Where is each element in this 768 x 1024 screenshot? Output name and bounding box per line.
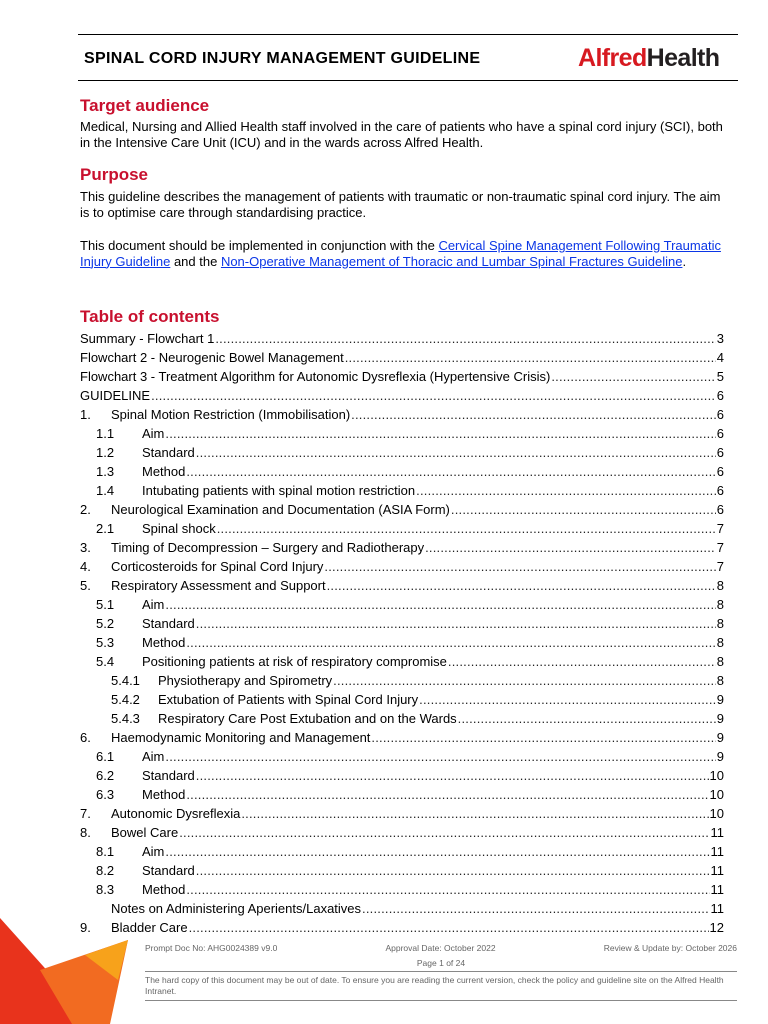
toc-entry[interactable]: [80, 710, 724, 729]
toc-dot-leader: [179, 824, 709, 841]
toc-entry-page: 10: [709, 806, 724, 821]
toc-dot-leader: [551, 368, 715, 385]
toc-entry-title: Method: [142, 635, 186, 650]
toc-entry-page: 9: [716, 749, 724, 764]
toc-entry-title: Spinal shock: [142, 521, 216, 536]
toc-dot-leader: [196, 444, 716, 461]
toc-entry-page: 8: [716, 673, 724, 688]
toc-dot-leader: [165, 843, 709, 860]
toc-dot-leader: [165, 748, 715, 765]
toc-entry[interactable]: [80, 919, 724, 938]
toc-entry-number: 5.1: [96, 597, 115, 612]
footer-review-date: Review & Update by: October 2026: [603, 943, 737, 953]
toc-entry[interactable]: [80, 805, 724, 824]
toc-dot-leader: [165, 596, 715, 613]
toc-entry-number: 5.3: [96, 635, 115, 650]
toc-entry-title: Positioning patients at risk of respiratory compromise: [142, 654, 447, 669]
toc-entry-title: Flowchart 3 - Treatment Algorithm for Autonomic Dysreflexia (Hypertensive Crisis): [80, 369, 551, 384]
implementation-text: [80, 238, 730, 269]
toc-entry-page: 12: [709, 920, 724, 935]
toc-entry-number: 1.3: [96, 464, 115, 479]
toc-entry-title: Aim: [142, 597, 165, 612]
toc-entry[interactable]: [80, 748, 724, 767]
toc-entry-number: 2.: [80, 502, 91, 517]
toc-entry-number: 8.3: [96, 882, 115, 897]
document-title: SPINAL CORD INJURY MANAGEMENT GUIDELINE: [84, 50, 481, 67]
toc-dot-leader: [371, 729, 715, 746]
toc-entry[interactable]: [80, 615, 724, 634]
toc-dot-leader: [186, 634, 715, 651]
toc-entry-number: 7.: [80, 806, 91, 821]
toc-entry-title: Standard: [142, 445, 195, 460]
toc-entry-title: Respiratory Care Post Extubation and on the Wards: [158, 711, 457, 726]
toc-entry-page: 11: [710, 882, 724, 897]
target-audience-heading: Target audience: [80, 96, 210, 115]
footer-approval-date: Approval Date: October 2022: [385, 943, 496, 953]
toc-entry[interactable]: [80, 596, 724, 615]
table-of-contents: [80, 330, 724, 938]
header-bottom-rule: [78, 80, 738, 81]
toc-entry-page: 11: [710, 901, 724, 916]
toc-entry-number: 1.4: [96, 483, 115, 498]
toc-entry-title: Method: [142, 787, 186, 802]
toc-entry-title: Standard: [142, 616, 195, 631]
purpose-heading: Purpose: [80, 165, 149, 184]
toc-entry-page: 6: [716, 483, 724, 498]
toc-entry-page: 8: [716, 635, 724, 650]
toc-entry-number: 5.2: [96, 616, 115, 631]
toc-entry-number: 8.2: [96, 863, 115, 878]
toc-entry[interactable]: [80, 501, 724, 520]
toc-entry-page: 7: [716, 521, 724, 536]
toc-entry[interactable]: [80, 349, 724, 368]
toc-dot-leader: [186, 786, 708, 803]
toc-dot-leader: [425, 539, 716, 556]
toc-entry-page: 8: [716, 578, 724, 593]
toc-entry-number: 5.4.1: [111, 673, 140, 688]
toc-dot-leader: [186, 881, 709, 898]
toc-entry-title: Physiotherapy and Spirometry: [158, 673, 333, 688]
toc-entry-title: Summary - Flowchart 1: [80, 331, 215, 346]
toc-entry-page: 6: [716, 426, 724, 441]
toc-dot-leader: [451, 501, 716, 518]
toc-dot-leader: [351, 406, 716, 423]
toc-entry[interactable]: [80, 577, 724, 596]
toc-entry-title: Bladder Care: [111, 920, 188, 935]
toc-entry-page: 4: [716, 350, 724, 365]
purpose-text: This guideline describes the management of patients with traumatic or non-traumatic spinal cord injury. The aim is to optimise care through standardising practice.: [80, 189, 721, 220]
impl-text-start: This document should be implemented in conjunction with the: [80, 238, 439, 253]
toc-entry-title: Spinal Motion Restriction (Immobilisation): [111, 407, 351, 422]
toc-entry[interactable]: [80, 900, 724, 919]
toc-dot-leader: [448, 653, 716, 670]
toc-heading: Table of contents: [80, 307, 220, 326]
toc-entry-page: 11: [710, 863, 724, 878]
target-audience-text: Medical, Nursing and Allied Health staff involved in the care of patients who have a spinal cord injury (SCI), both in the Intensive Care Unit (ICU) and in the wards across Alfred Health.: [80, 119, 723, 150]
toc-entry[interactable]: [80, 539, 724, 558]
toc-entry-title: GUIDELINE: [80, 388, 151, 403]
toc-entry-number: 5.: [80, 578, 91, 593]
toc-entry[interactable]: [80, 520, 724, 539]
toc-entry-page: 9: [716, 711, 724, 726]
toc-entry[interactable]: [80, 634, 724, 653]
toc-dot-leader: [151, 387, 716, 404]
toc-dot-leader: [416, 482, 716, 499]
toc-dot-leader: [345, 349, 716, 366]
toc-dot-leader: [419, 691, 716, 708]
toc-entry-title: Standard: [142, 768, 195, 783]
footer-rule-bottom: [145, 1000, 737, 1001]
toc-entry-number: 4.: [80, 559, 91, 574]
toc-dot-leader: [241, 805, 708, 822]
toc-entry-number: 8.: [80, 825, 91, 840]
toc-dot-leader: [324, 558, 715, 575]
toc-entry-number: 6.2: [96, 768, 115, 783]
toc-dot-leader: [196, 615, 716, 632]
toc-entry[interactable]: [80, 843, 724, 862]
toc-entry-number: 2.1: [96, 521, 115, 536]
toc-entry[interactable]: [80, 482, 724, 501]
toc-entry[interactable]: [80, 672, 724, 691]
toc-entry-title: Corticosteroids for Spinal Cord Injury: [111, 559, 324, 574]
thoracic-lumbar-guideline-link[interactable]: Non-Operative Management of Thoracic and Lumbar Spinal Fractures Guideline: [220, 253, 683, 269]
toc-entry[interactable]: [80, 425, 724, 444]
toc-entry-title: Method: [142, 882, 186, 897]
footer-disclaimer: The hard copy of this document may be out of date. To ensure you are reading the current version, check the policy and guideline site on the Alfred Health Intranet.: [145, 975, 724, 996]
toc-entry[interactable]: [80, 786, 724, 805]
toc-entry-page: 8: [716, 597, 724, 612]
toc-entry-title: Autonomic Dysreflexia: [111, 806, 241, 821]
footer-doc-number: Prompt Doc No: AHG0024389 v9.0: [145, 943, 278, 953]
toc-entry-number: 6.3: [96, 787, 115, 802]
toc-entry-page: 3: [716, 331, 724, 346]
toc-entry-title: Haemodynamic Monitoring and Management: [111, 730, 371, 745]
corner-graphic: [0, 910, 130, 1024]
toc-entry-page: 10: [709, 768, 724, 783]
toc-entry[interactable]: [80, 406, 724, 425]
toc-dot-leader: [196, 862, 710, 879]
toc-entry-title: Flowchart 2 - Neurogenic Bowel Management: [80, 350, 344, 365]
footer-page-number: Page 1 of 24: [416, 958, 466, 968]
toc-entry-number: 9.: [80, 920, 91, 935]
toc-entry-number: 1.2: [96, 445, 115, 460]
toc-entry-title: Neurological Examination and Documentation (ASIA Form): [111, 502, 450, 517]
toc-entry[interactable]: [80, 558, 724, 577]
footer-meta-row: [145, 943, 737, 953]
toc-entry-page: 7: [716, 540, 724, 555]
toc-entry-number: 5.4: [96, 654, 115, 669]
toc-entry-page: 8: [716, 616, 724, 631]
toc-dot-leader: [217, 520, 716, 537]
toc-entry-page: 6: [716, 464, 724, 479]
toc-entry-page: 9: [716, 692, 724, 707]
toc-entry[interactable]: [80, 463, 724, 482]
toc-entry-title: Standard: [142, 863, 195, 878]
toc-entry[interactable]: [80, 824, 724, 843]
toc-entry-title: Intubating patients with spinal motion restriction: [142, 483, 416, 498]
footer-rule-top: [145, 971, 737, 972]
toc-entry-title: Extubation of Patients with Spinal Cord Injury: [158, 692, 419, 707]
toc-entry-number: 8.1: [96, 844, 115, 859]
toc-entry-title: Method: [142, 464, 186, 479]
toc-dot-leader: [189, 919, 709, 936]
toc-entry[interactable]: [80, 653, 724, 672]
toc-entry-number: 6.: [80, 730, 91, 745]
logo-word-alfred: Alfred: [578, 44, 647, 72]
toc-entry-page: 9: [716, 730, 724, 745]
cervical-spine-guideline-link[interactable]: Cervical Spine Management Following Traumatic Injury Guideline: [80, 238, 721, 269]
impl-text-end: .: [682, 253, 687, 269]
toc-entry-title: Timing of Decompression – Surgery and Radiotherapy: [111, 540, 425, 555]
toc-entry-title: Aim: [142, 749, 165, 764]
toc-dot-leader: [362, 900, 709, 917]
toc-entry[interactable]: [80, 330, 724, 349]
toc-dot-leader: [165, 425, 715, 442]
toc-entry-number: 1.: [80, 407, 91, 422]
toc-dot-leader: [327, 577, 716, 594]
toc-entry-page: 5: [716, 369, 724, 384]
toc-entry-number: 5.4.3: [111, 711, 140, 726]
toc-entry[interactable]: [80, 729, 724, 748]
toc-entry-number: 5.4.2: [111, 692, 140, 707]
toc-entry-page: 6: [716, 388, 724, 403]
toc-entry[interactable]: [80, 444, 724, 463]
toc-entry-title: Aim: [142, 426, 165, 441]
alfred-health-logo: [578, 44, 719, 73]
toc-entry-number: 3.: [80, 540, 91, 555]
toc-entry-page: 7: [716, 559, 724, 574]
toc-entry-title: Notes on Administering Aperients/Laxatives: [111, 901, 362, 916]
toc-dot-leader: [196, 767, 709, 784]
toc-entry[interactable]: [80, 368, 724, 387]
header-top-rule: [78, 34, 738, 35]
toc-entry-page: 8: [716, 654, 724, 669]
toc-entry-page: 11: [710, 825, 724, 840]
toc-entry-page: 6: [716, 407, 724, 422]
toc-entry-number: 6.1: [96, 749, 115, 764]
toc-entry-number: 1.1: [96, 426, 115, 441]
toc-entry-page: 11: [710, 844, 724, 859]
toc-entry[interactable]: [80, 691, 724, 710]
toc-entry-title: Respiratory Assessment and Support: [111, 578, 326, 593]
toc-entry[interactable]: [80, 862, 724, 881]
toc-entry[interactable]: [80, 881, 724, 900]
toc-entry[interactable]: [80, 767, 724, 786]
logo-word-health: Health: [646, 44, 720, 72]
toc-dot-leader: [186, 463, 715, 480]
toc-entry[interactable]: [80, 387, 724, 406]
toc-entry-title: Aim: [142, 844, 165, 859]
toc-dot-leader: [333, 672, 716, 689]
impl-text-mid: and the: [170, 253, 221, 269]
toc-entry-page: 6: [716, 502, 724, 517]
toc-dot-leader: [458, 710, 716, 727]
toc-dot-leader: [215, 330, 715, 347]
toc-entry-title: Bowel Care: [111, 825, 179, 840]
toc-entry-page: 6: [716, 445, 724, 460]
toc-entry-page: 10: [709, 787, 724, 802]
